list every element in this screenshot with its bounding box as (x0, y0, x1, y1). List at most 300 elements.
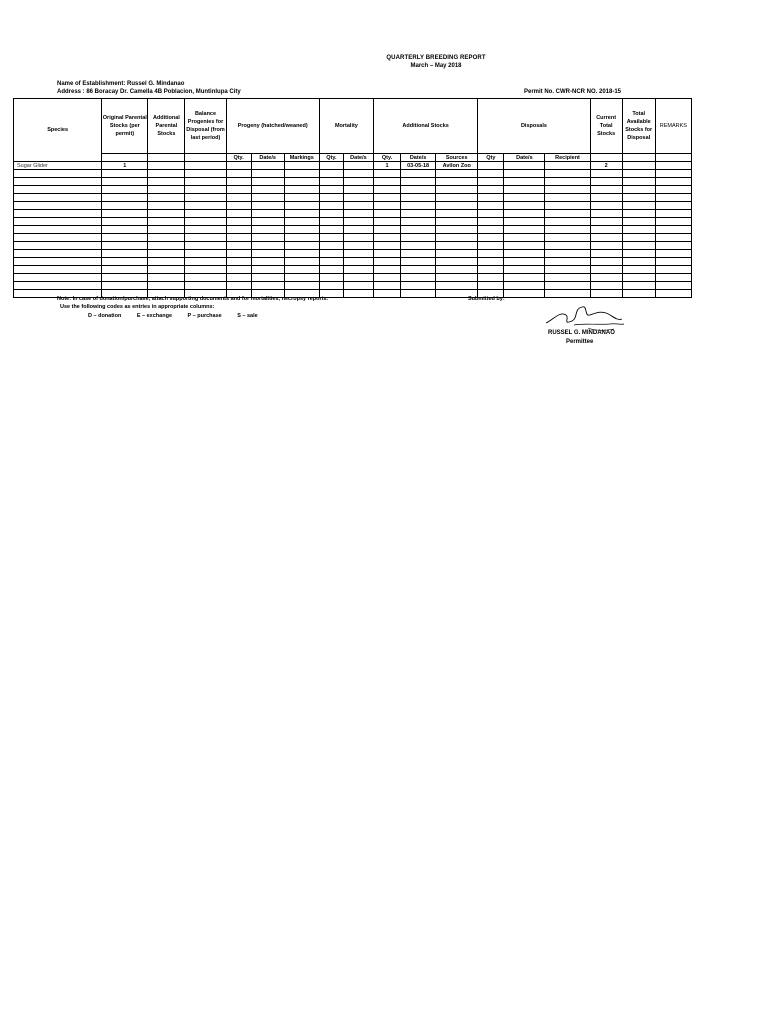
sub-blank (148, 154, 185, 162)
establishment-address: Address : 86 Boracay Dr. Camella 4B Poblacion, Muntinlupa City (57, 89, 241, 95)
table-cell (185, 170, 226, 178)
table-cell (622, 170, 655, 178)
table-cell (343, 282, 373, 290)
table-cell (655, 186, 691, 194)
table-cell (226, 274, 251, 282)
table-cell (622, 242, 655, 250)
table-cell (545, 170, 590, 178)
table-cell (401, 242, 436, 250)
sub-blank (590, 154, 622, 162)
table-cell (373, 290, 400, 298)
table-cell (590, 250, 622, 258)
table-cell (148, 234, 185, 242)
table-cell (545, 274, 590, 282)
table-cell (545, 178, 590, 186)
table-cell (655, 194, 691, 202)
table-cell (185, 202, 226, 210)
table-cell (401, 226, 436, 234)
table-cell (622, 178, 655, 186)
table-cell (373, 226, 400, 234)
table-cell (436, 210, 478, 218)
table-cell (226, 234, 251, 242)
table-cell (284, 258, 319, 266)
table-cell (185, 210, 226, 218)
table-cell (545, 194, 590, 202)
table-row-empty (14, 218, 692, 226)
table-cell (436, 202, 478, 210)
table-cell (343, 202, 373, 210)
table-cell (436, 242, 478, 250)
table-cell (590, 178, 622, 186)
table-cell (504, 290, 545, 298)
table-cell (148, 170, 185, 178)
table-cell (436, 234, 478, 242)
table-cell (319, 234, 343, 242)
table-cell (401, 258, 436, 266)
table-cell (590, 226, 622, 234)
sub-progeny-markings: Markings (284, 154, 319, 162)
table-cell (590, 258, 622, 266)
table-row-empty (14, 226, 692, 234)
table-cell (622, 162, 655, 170)
table-cell (148, 242, 185, 250)
table-cell (436, 250, 478, 258)
table-cell (284, 282, 319, 290)
table-cell (545, 242, 590, 250)
table-cell (226, 266, 251, 274)
sub-addl-qty: Qty. (373, 154, 400, 162)
table-cell (655, 226, 691, 234)
table-cell (102, 170, 148, 178)
table-cell (319, 226, 343, 234)
table-cell (343, 234, 373, 242)
table-cell (102, 274, 148, 282)
table-cell (343, 242, 373, 250)
table-cell (590, 170, 622, 178)
table-cell (14, 274, 102, 282)
table-cell (343, 290, 373, 298)
permit-number: Permit No. CWR-NCR NO. 2018-15 (524, 89, 622, 95)
sub-disp-qty: Qty (478, 154, 504, 162)
table-cell (14, 282, 102, 290)
table-cell (284, 250, 319, 258)
table-cell (373, 242, 400, 250)
table-cell (284, 194, 319, 202)
handwritten-signature (544, 301, 626, 333)
table-cell (343, 162, 373, 170)
table-cell (102, 186, 148, 194)
table-cell (590, 274, 622, 282)
table-cell (284, 202, 319, 210)
col-species: Species (14, 99, 102, 162)
table-cell (622, 290, 655, 298)
table-cell (545, 202, 590, 210)
table-row-empty (14, 170, 692, 178)
table-cell (478, 242, 504, 250)
sub-blank (102, 154, 148, 162)
table-cell (319, 250, 343, 258)
table-cell (185, 234, 226, 242)
table-cell (401, 178, 436, 186)
table-cell (622, 202, 655, 210)
table-cell (14, 242, 102, 250)
sub-mortality-qty: Qty. (319, 154, 343, 162)
code-donation: D – donation (88, 313, 122, 319)
table-cell (284, 226, 319, 234)
table-cell (251, 274, 284, 282)
table-cell (14, 210, 102, 218)
table-cell (251, 282, 284, 290)
table-cell (545, 250, 590, 258)
table-cell (284, 186, 319, 194)
table-cell: 1 (102, 162, 148, 170)
table-cell (655, 218, 691, 226)
report-title: QUARTERLY BREEDING REPORT (386, 55, 486, 61)
table-cell (185, 282, 226, 290)
table-cell (545, 282, 590, 290)
table-cell (504, 250, 545, 258)
table-cell (319, 186, 343, 194)
table-cell (102, 250, 148, 258)
table-cell (14, 226, 102, 234)
table-cell (284, 218, 319, 226)
table-cell (102, 258, 148, 266)
report-period: March – May 2018 (410, 63, 462, 69)
table-cell (401, 282, 436, 290)
table-row-empty (14, 266, 692, 274)
table-cell (436, 186, 478, 194)
table-cell (102, 210, 148, 218)
table-cell (251, 234, 284, 242)
table-cell (343, 218, 373, 226)
table-cell (319, 162, 343, 170)
table-cell (545, 186, 590, 194)
table-cell (478, 210, 504, 218)
table-cell (622, 210, 655, 218)
table-cell (478, 266, 504, 274)
sub-blank (622, 154, 655, 162)
table-row-empty (14, 194, 692, 202)
table-cell (655, 266, 691, 274)
table-cell (319, 202, 343, 210)
table-cell: 03-05-18 (401, 162, 436, 170)
sub-progeny-qty: Qty. (226, 154, 251, 162)
table-cell (478, 274, 504, 282)
table-cell (504, 274, 545, 282)
table-cell: 2 (590, 162, 622, 170)
table-cell (622, 218, 655, 226)
table-cell (14, 258, 102, 266)
table-cell (478, 258, 504, 266)
table-cell (373, 178, 400, 186)
table-cell (590, 242, 622, 250)
table-cell (504, 258, 545, 266)
footer-note: Note: In case of donation/purchase, attach supporting documents and for mortalities, necropsy reports. (57, 296, 329, 302)
table-cell (251, 186, 284, 194)
table-cell (545, 218, 590, 226)
table-cell (102, 194, 148, 202)
footer-note-codes-intro: Use the following codes as entries in appropriate columns: (60, 304, 215, 310)
table-cell (226, 226, 251, 234)
col-progeny: Progeny (hatched/weaned) (226, 99, 319, 154)
table-cell (226, 218, 251, 226)
table-cell (655, 258, 691, 266)
table-cell (343, 266, 373, 274)
table-cell (373, 250, 400, 258)
table-cell (14, 170, 102, 178)
table-cell (14, 250, 102, 258)
table-cell (319, 210, 343, 218)
table-cell (226, 170, 251, 178)
table-cell (148, 210, 185, 218)
table-cell (622, 234, 655, 242)
table-cell (343, 226, 373, 234)
table-cell (226, 194, 251, 202)
col-current-total: Current Total Stocks (590, 99, 622, 154)
table-cell (401, 234, 436, 242)
table-cell (185, 186, 226, 194)
table-cell (401, 218, 436, 226)
table-cell (545, 258, 590, 266)
sub-addl-dates: Date/s (401, 154, 436, 162)
table-cell (251, 242, 284, 250)
sub-progeny-dates: Date/s (251, 154, 284, 162)
table-cell (622, 226, 655, 234)
table-cell (504, 202, 545, 210)
table-cell (226, 178, 251, 186)
table-cell (655, 250, 691, 258)
table-cell (102, 226, 148, 234)
table-cell (401, 210, 436, 218)
table-cell (504, 210, 545, 218)
table-cell (504, 162, 545, 170)
table-row-empty (14, 202, 692, 210)
submitted-by-label: Submitted by: (468, 296, 505, 302)
table-cell (251, 266, 284, 274)
code-exchange: E – exchange (136, 313, 173, 319)
table-cell (622, 258, 655, 266)
table-cell (343, 194, 373, 202)
table-cell (284, 178, 319, 186)
table-cell (655, 290, 691, 298)
table-cell (373, 234, 400, 242)
table-cell (148, 202, 185, 210)
table-cell (373, 170, 400, 178)
col-additional-stocks: Additional Stocks (373, 99, 477, 154)
table-cell (185, 250, 226, 258)
table-cell (504, 194, 545, 202)
table-cell (655, 282, 691, 290)
table-cell (401, 186, 436, 194)
table-cell (284, 242, 319, 250)
table-cell (504, 226, 545, 234)
table-cell (148, 250, 185, 258)
table-cell (504, 170, 545, 178)
table-cell (655, 170, 691, 178)
table-cell (102, 218, 148, 226)
table-cell (436, 258, 478, 266)
table-cell (284, 162, 319, 170)
table-cell (148, 218, 185, 226)
table-cell (436, 170, 478, 178)
table-cell (226, 162, 251, 170)
table-cell (655, 202, 691, 210)
table-cell (343, 250, 373, 258)
table-cell: Avilon Zoo (436, 162, 478, 170)
table-cell (343, 178, 373, 186)
table-cell (401, 266, 436, 274)
table-cell (545, 226, 590, 234)
table-cell (590, 194, 622, 202)
breeding-report-table (13, 98, 692, 298)
table-cell (148, 282, 185, 290)
table-cell (401, 290, 436, 298)
table-cell (590, 290, 622, 298)
table-cell (545, 162, 590, 170)
table-cell (373, 210, 400, 218)
sub-addl-sources: Sources (436, 154, 478, 162)
table-cell (478, 186, 504, 194)
table-row-empty (14, 274, 692, 282)
table-cell (226, 282, 251, 290)
table-cell (436, 194, 478, 202)
table-cell (436, 218, 478, 226)
table-cell (590, 266, 622, 274)
table-cell (319, 218, 343, 226)
table-cell (251, 202, 284, 210)
table-cell (319, 178, 343, 186)
table-cell (185, 274, 226, 282)
table-cell (401, 202, 436, 210)
table-cell (590, 234, 622, 242)
table-cell (655, 210, 691, 218)
table-cell (504, 282, 545, 290)
table-cell (622, 266, 655, 274)
table-cell (185, 258, 226, 266)
table-cell (14, 202, 102, 210)
table-cell (251, 250, 284, 258)
table-cell (655, 162, 691, 170)
table-cell (478, 170, 504, 178)
table-cell (226, 250, 251, 258)
table-cell (401, 194, 436, 202)
col-remarks: REMARKS (655, 99, 691, 154)
sub-disp-dates: Date/s (504, 154, 545, 162)
table-cell (185, 194, 226, 202)
table-cell (343, 274, 373, 282)
table-cell (373, 258, 400, 266)
table-cell (622, 186, 655, 194)
table-cell (319, 258, 343, 266)
table-cell (319, 194, 343, 202)
col-mortality: Mortality (319, 99, 373, 154)
table-cell (226, 186, 251, 194)
table-cell (504, 234, 545, 242)
table-cell (590, 186, 622, 194)
species-cell: Sugar Glider (14, 162, 102, 170)
col-balance-progenies: Balance Progenies for Disposal (from last period) (185, 99, 226, 154)
table-cell (478, 194, 504, 202)
table-cell (319, 266, 343, 274)
table-row-empty (14, 242, 692, 250)
col-disposals: Disposals (478, 99, 590, 154)
table-cell (251, 178, 284, 186)
table-cell (343, 170, 373, 178)
table-cell (545, 266, 590, 274)
signer-role: Permittee (566, 339, 594, 345)
table-cell (590, 218, 622, 226)
table-cell (251, 218, 284, 226)
table-cell (185, 226, 226, 234)
table-cell (373, 194, 400, 202)
table-cell (226, 258, 251, 266)
table-cell (622, 194, 655, 202)
table-cell (185, 162, 226, 170)
table-cell (343, 210, 373, 218)
table-cell (373, 202, 400, 210)
table-cell (545, 210, 590, 218)
table-row-empty (14, 250, 692, 258)
table-cell (436, 226, 478, 234)
table-cell (504, 186, 545, 194)
table-cell (14, 178, 102, 186)
table-cell (478, 282, 504, 290)
table-cell (251, 258, 284, 266)
table-cell (545, 290, 590, 298)
table-cell (284, 266, 319, 274)
table-cell (148, 178, 185, 186)
table-cell (148, 226, 185, 234)
table-cell (478, 178, 504, 186)
table-row-empty (14, 234, 692, 242)
table-cell (504, 242, 545, 250)
table-cell (284, 274, 319, 282)
table-cell (185, 218, 226, 226)
signer-name: RUSSEL G. MINDANAO (548, 330, 615, 336)
table-cell (102, 282, 148, 290)
table-cell (436, 274, 478, 282)
table-cell (504, 218, 545, 226)
table-cell (284, 170, 319, 178)
table-cell (102, 234, 148, 242)
table-cell (478, 202, 504, 210)
table-cell (251, 194, 284, 202)
code-list (88, 313, 272, 319)
table-cell (185, 178, 226, 186)
table-cell (185, 242, 226, 250)
table-cell (185, 266, 226, 274)
col-additional-parental: Additional Parental Stocks (148, 99, 185, 154)
table-cell (319, 274, 343, 282)
table-cell (226, 202, 251, 210)
table-cell (373, 266, 400, 274)
table-cell (14, 218, 102, 226)
table-cell (148, 274, 185, 282)
table-cell (373, 218, 400, 226)
table-cell (655, 234, 691, 242)
sub-disp-recipient: Recipient (545, 154, 590, 162)
table-cell (319, 170, 343, 178)
table-cell (436, 266, 478, 274)
sub-blank (185, 154, 226, 162)
table-cell (401, 274, 436, 282)
col-original-parental: Original Parental Stocks (per permit) (102, 99, 148, 154)
table-cell (284, 234, 319, 242)
table-cell (319, 282, 343, 290)
table-row-empty (14, 210, 692, 218)
table-cell (251, 210, 284, 218)
table-cell (655, 178, 691, 186)
